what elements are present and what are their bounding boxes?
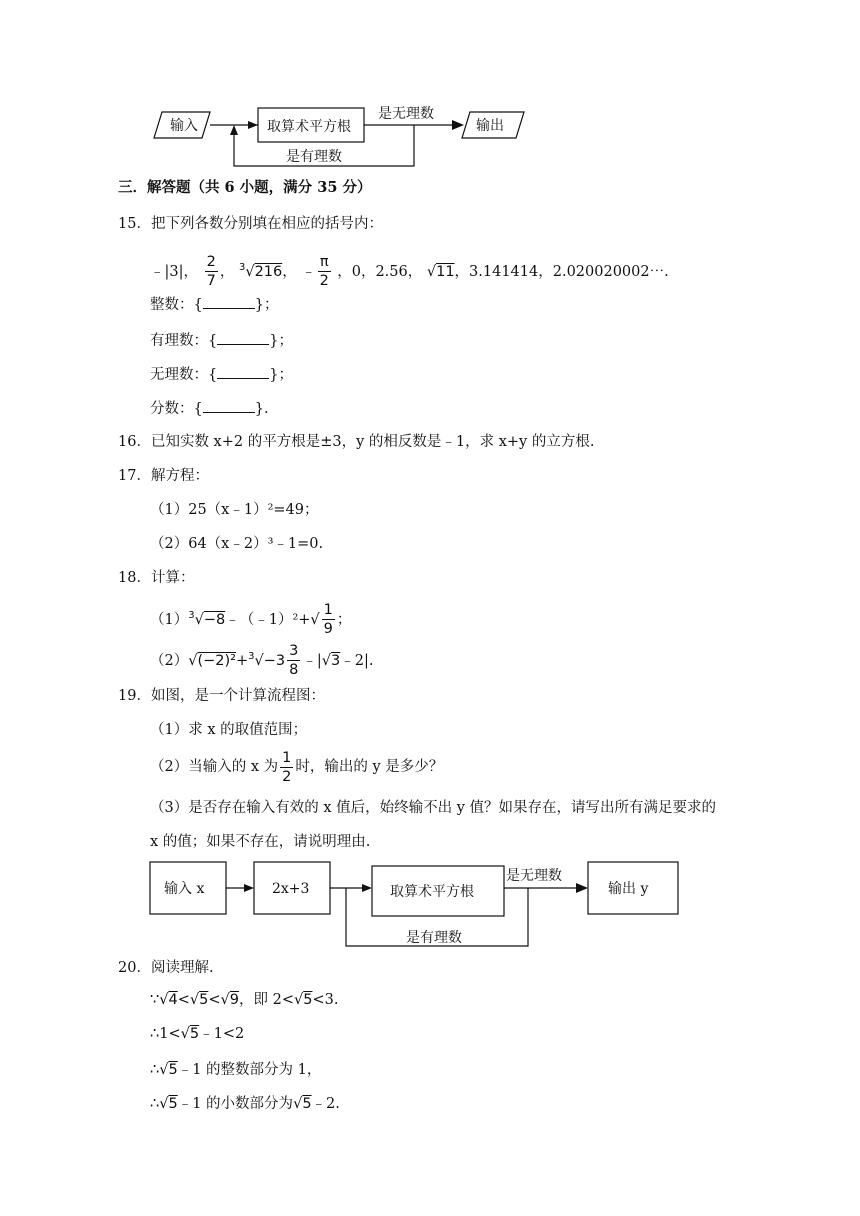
q17-part-2: （2）64（x﹣2）³﹣1=0. [150,536,324,552]
q17-part-1: （1）25（x﹣1）²=49； [150,502,319,518]
sqrt-11: √11 [426,263,455,280]
q15-stem: 15．把下列各数分别填在相应的括号内： [118,216,383,232]
flow2-input-label: 输入 x [164,881,205,897]
q15-fraction-line: 分数：{ }. [150,398,269,419]
q19-part-1: （1）求 x 的取值范围； [150,722,308,738]
q20-line-4: ∴√5﹣1 的小数部分为√5﹣2. [150,1096,340,1112]
answer-blank [217,330,269,345]
flow1-irrational-label: 是无理数 [378,106,434,122]
q20-line-3: ∴√5﹣1 的整数部分为 1， [150,1062,322,1078]
answer-blank [203,398,255,413]
q18-part-1: $(1)^3√-8﹣(﹣1)^2+√$ $\frac{1}{9}$ ； [150,602,352,638]
q18-part-2: （2）√(−2)²+$^3$√−3 $\frac{3}{8}$ ﹣|√3﹣2|. [150,643,374,679]
q15-number-list: ﹣|3|， $\frac{2}{7}$ ， $^3$√216， ﹣ $\frac{\pi}{2}$ ，0，2.56， √11，3.141414，2.020020002⋯. [150,254,669,290]
q20-stem: 20．阅读理解. [118,960,214,976]
flow1-process-label: 取算术平方根 [267,119,351,135]
flow2-irrational-label: 是无理数 [506,868,562,884]
q19-part-3a: （3）是否存在输入有效的 x 值后，始终输不出 y 值？如果存在，请写出所有满足要求的 [150,800,717,816]
q19-part-3b: x 的值；如果不存在，请说明理由. [150,834,371,850]
cube-root-216: $^3$√216 [238,262,283,280]
q19-part-2: （2）当输入的 x 为 $\frac{1}{2}$ 时，输出的 y 是多少？ [150,749,444,785]
q20-line-1: ∵√4<√5<√9，即 2<√5<3. [150,992,339,1008]
flow1-input-label: 输入 [170,118,198,134]
answer-blank [217,364,269,379]
flow2-rational-label: 是有理数 [406,930,462,946]
q20-line-2: ∴1<√5﹣1<2 [150,1026,245,1042]
flow2-output-label: 输出 y [608,881,649,897]
q15-irrational-line: 无理数：{ }； [150,364,293,385]
q17-stem: 17．解方程： [118,468,209,484]
flow2-expression-label: 2x+3 [272,881,310,897]
flow1-rational-label: 是有理数 [286,149,342,165]
flow2-process-label: 取算术平方根 [390,884,474,900]
flowchart-2 [148,856,688,952]
section-3-heading: 三．解答题（共 6 小题，满分 35 分） [118,179,372,196]
q16-stem: 16．已知实数 x+2 的平方根是±3，y 的相反数是﹣1，求 x+y 的立方根. [118,434,595,450]
q15-rational-line: 有理数：{ }； [150,330,293,351]
q18-stem: 18．计算： [118,570,195,586]
flow1-output-label: 输出 [476,118,504,134]
flowchart-1 [140,98,540,174]
q15-integer-line: 整数：{ }； [150,294,278,315]
q19-stem: 19．如图，是一个计算流程图： [118,688,325,704]
answer-blank [203,294,255,309]
